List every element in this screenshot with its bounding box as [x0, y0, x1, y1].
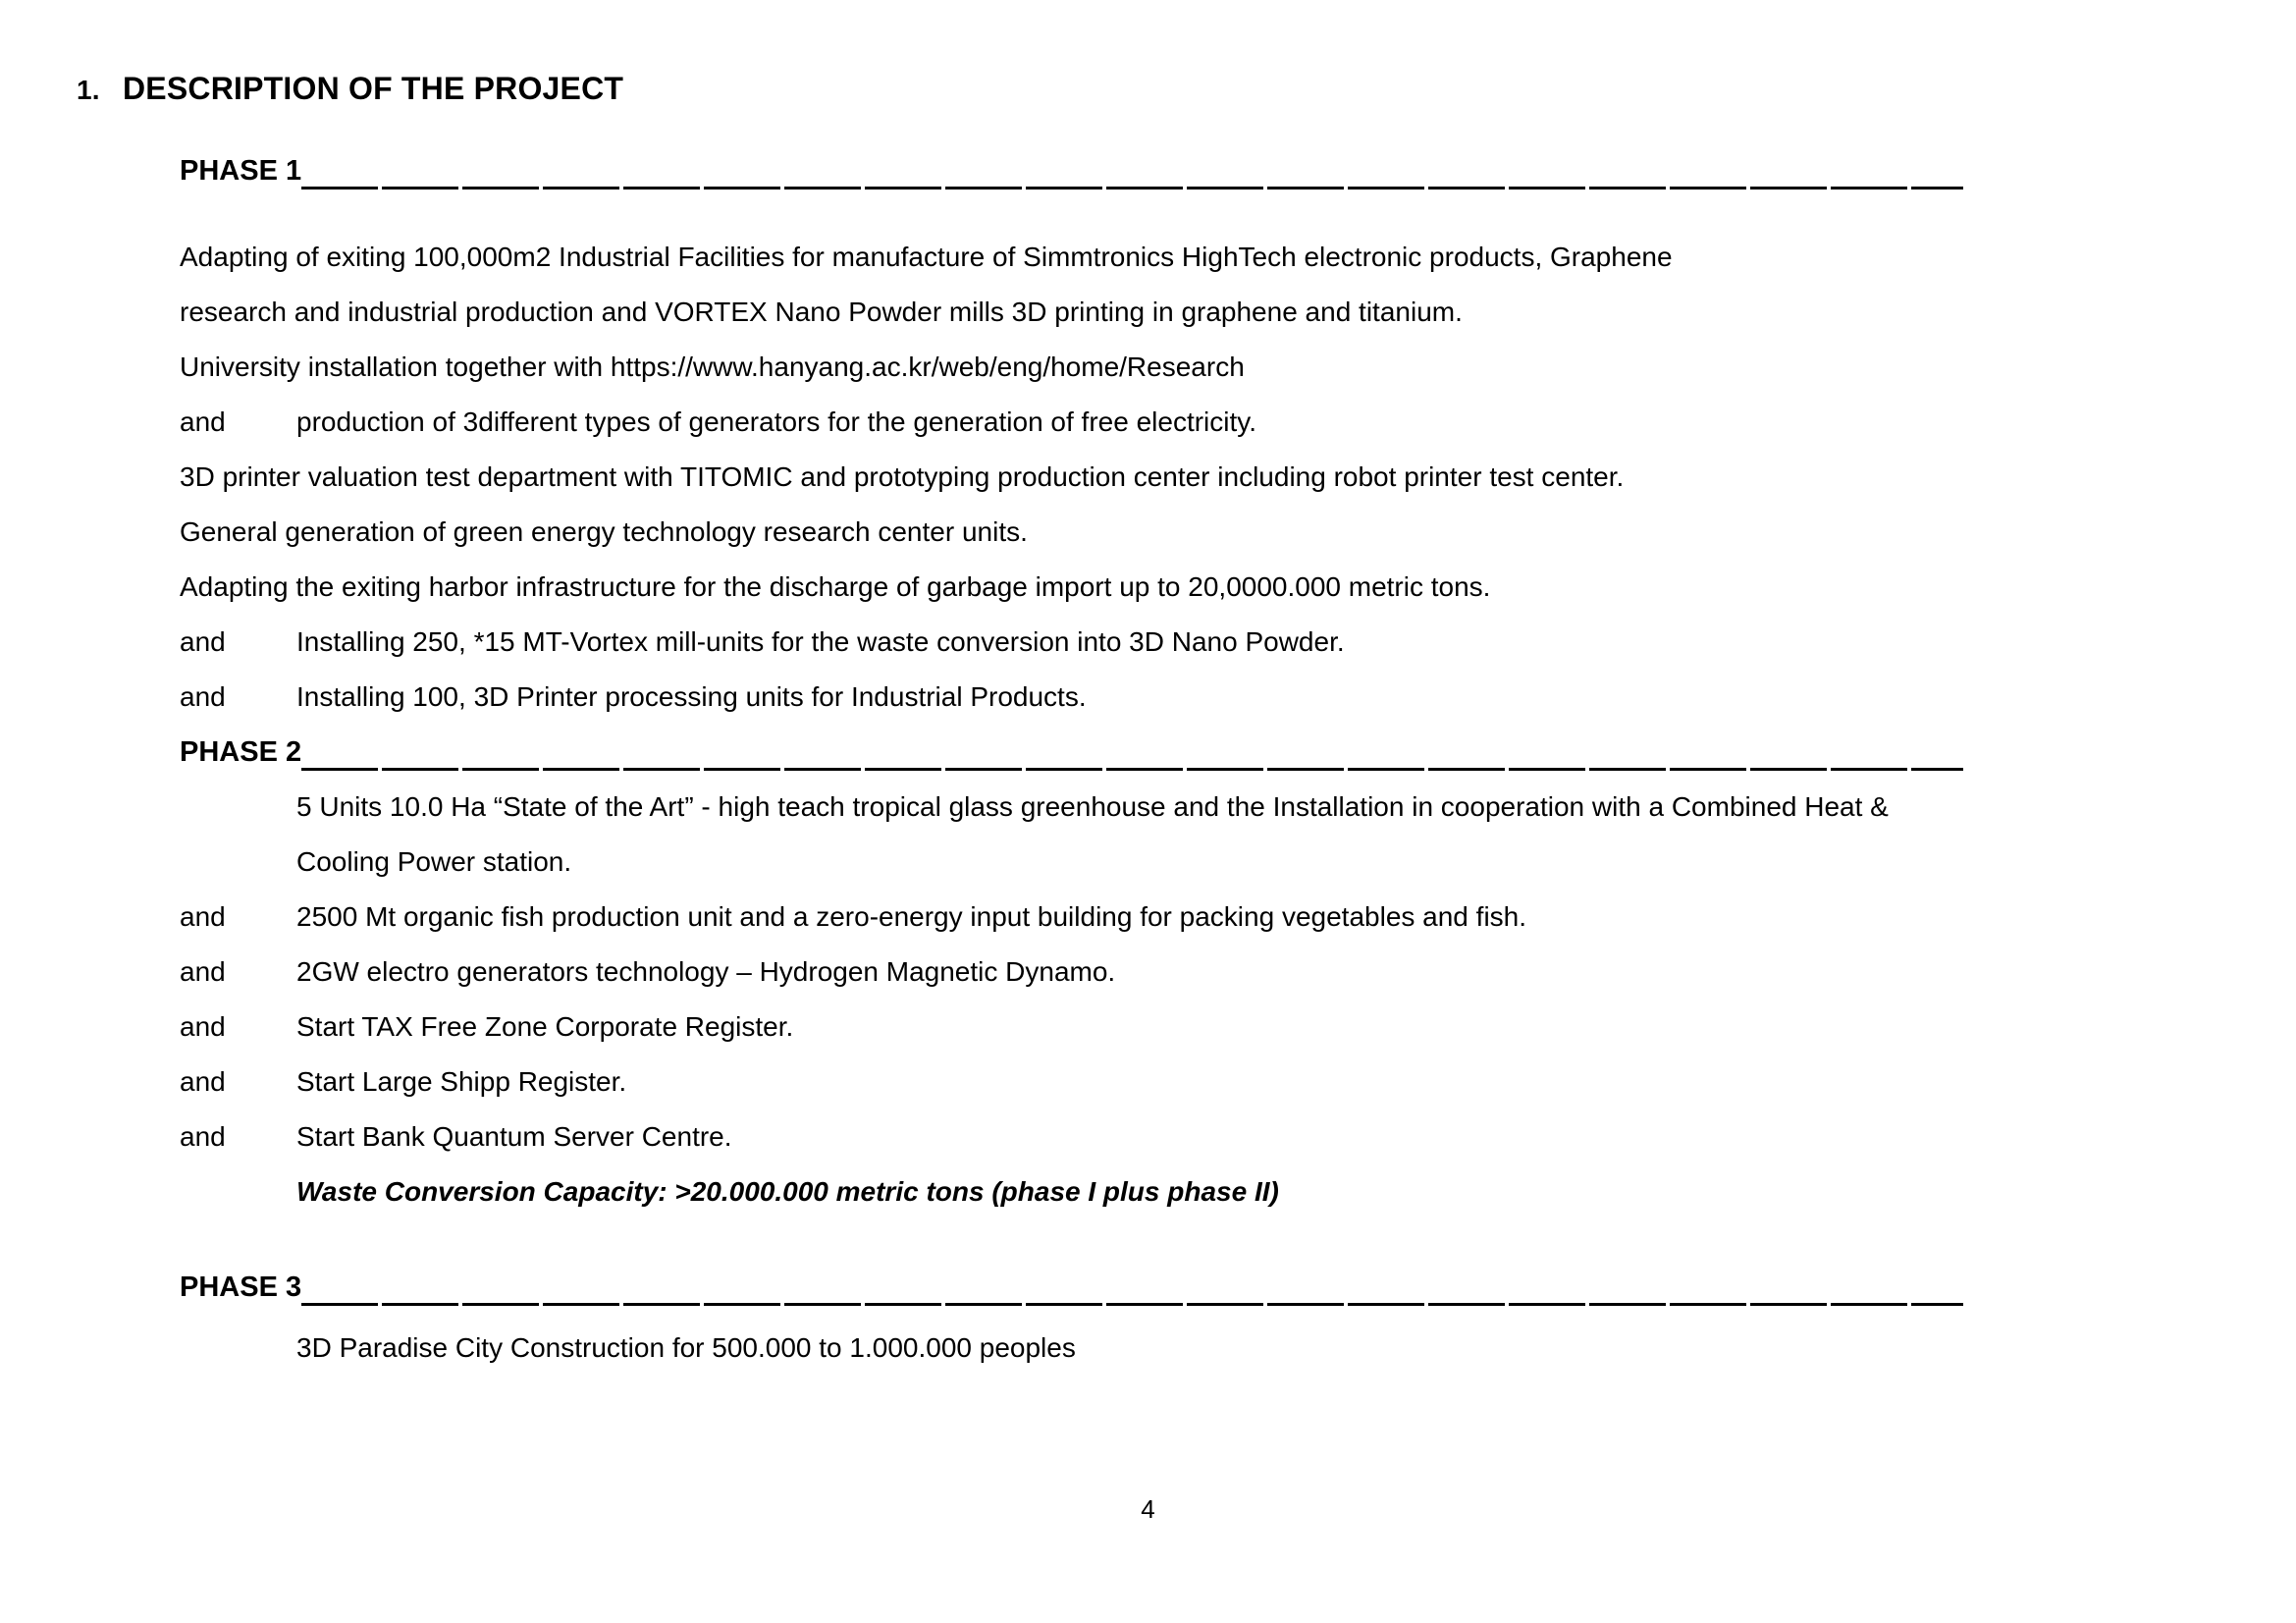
list-item: [180, 395, 1963, 450]
paragraph-line: Cooling Power station.: [296, 846, 572, 877]
list-item-text: Installing 250, *15 MT-Vortex mill-units for the waste conversion into 3D Nano Powder.: [296, 626, 1345, 657]
list-item-lead: and: [180, 901, 226, 932]
paragraph-line: General generation of green energy technology research center units.: [180, 516, 1028, 547]
list-item: [180, 890, 1963, 945]
waste-conversion-note: Waste Conversion Capacity: >20.000.000 metric tons (phase I plus phase II): [296, 1176, 1279, 1207]
list-item-text: production of 3different types of generators for the generation of free electricity.: [296, 406, 1256, 437]
list-item-lead: and: [180, 1011, 226, 1042]
list-item-lead: and: [180, 1066, 226, 1097]
list-item-text: Start Large Shipp Register.: [296, 1066, 627, 1097]
list-item-lead: and: [180, 626, 226, 657]
list-item: [180, 615, 1963, 670]
list-item-text: Start TAX Free Zone Corporate Register.: [296, 1011, 794, 1042]
list-item-text: Installing 100, 3D Printer processing units for Industrial Products.: [296, 681, 1087, 712]
underscore-rule: [301, 187, 1963, 189]
section-number: 1.: [77, 75, 100, 105]
phase1-label: PHASE 1: [180, 155, 302, 187]
list-item-lead: and: [180, 406, 226, 437]
list-item: [180, 1000, 1963, 1055]
list-item-lead: and: [180, 956, 226, 987]
list-item: [180, 945, 1963, 1000]
phase3-heading: [180, 1260, 1963, 1315]
list-item-text: 2GW electro generators technology – Hydrogen Magnetic Dynamo.: [296, 956, 1116, 987]
list-item-lead: and: [180, 1121, 226, 1152]
document-body: [180, 143, 1963, 1376]
section-heading: [77, 71, 623, 107]
list-item-lead: and: [180, 681, 226, 712]
list-item: [180, 1055, 1963, 1109]
phase2-label: PHASE 2: [180, 736, 302, 768]
list-item-text: Start Bank Quantum Server Centre.: [296, 1121, 732, 1152]
paragraph-line: 3D printer valuation test department with TITOMIC and prototyping production center including robot printer test center.: [180, 461, 1625, 492]
phase3-label: PHASE 3: [180, 1271, 302, 1303]
list-item: [180, 670, 1963, 725]
underscore-rule: [301, 768, 1963, 771]
paragraph-line: Adapting the exiting harbor infrastructure for the discharge of garbage import up to 20,0000.000 metric tons.: [180, 571, 1491, 602]
list-item: [180, 1109, 1963, 1164]
list-item-text: 2500 Mt organic fish production unit and a zero-energy input building for packing vegetables and fish.: [296, 901, 1527, 932]
section-title: DESCRIPTION OF THE PROJECT: [123, 71, 624, 106]
paragraph-line: Adapting of exiting 100,000m2 Industrial Facilities for manufacture of Simmtronics HighTech electronic products, Graphene: [180, 242, 1673, 272]
paragraph-line: 3D Paradise City Construction for 500.000 to 1.000.000 peoples: [296, 1332, 1076, 1363]
paragraph-line-url: University installation together with https://www.hanyang.ac.kr/web/eng/home/Research: [180, 352, 1245, 382]
page-number: 4: [1141, 1494, 1155, 1524]
paragraph-line: research and industrial production and VORTEX Nano Powder mills 3D printing in graphene and titanium.: [180, 297, 1463, 327]
underscore-rule: [301, 1303, 1963, 1306]
paragraph-line: 5 Units 10.0 Ha “State of the Art” - high teach tropical glass greenhouse and the Installation in cooperation with a Combined Heat &: [296, 791, 1889, 822]
phase1-heading: [180, 143, 1963, 198]
phase2-heading: [180, 725, 1963, 780]
